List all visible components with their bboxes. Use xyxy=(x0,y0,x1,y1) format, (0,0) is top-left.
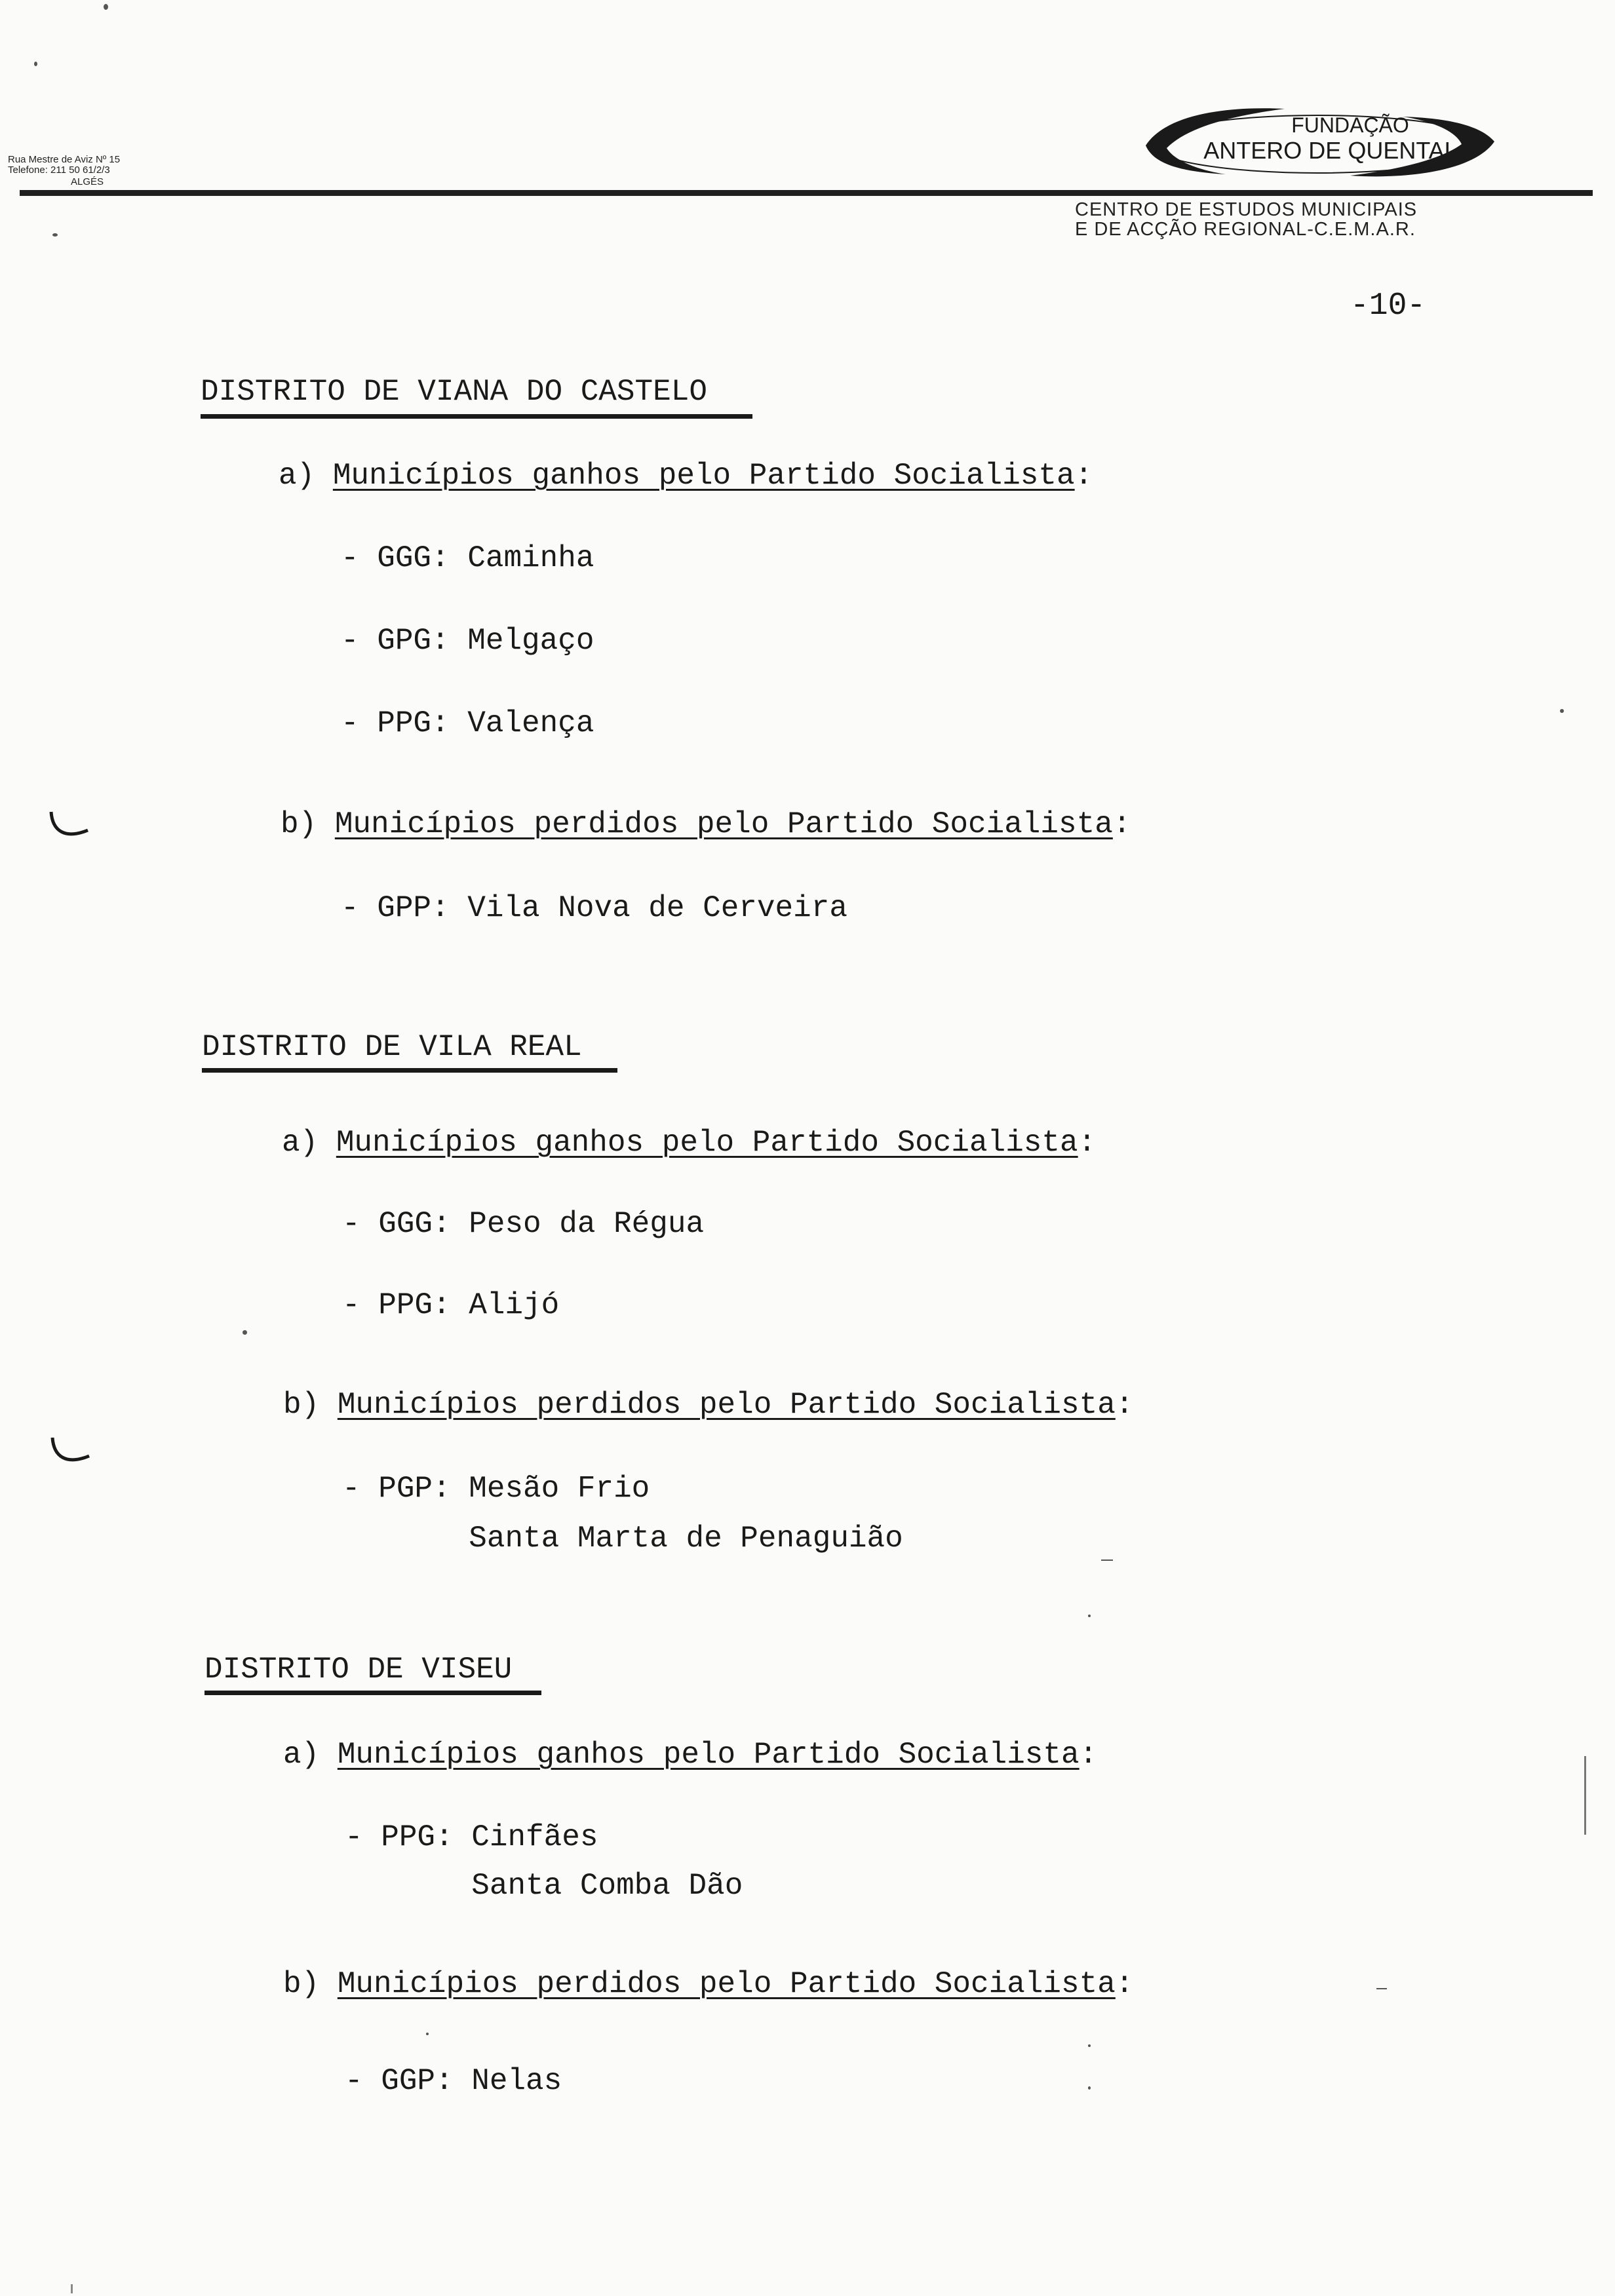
won-label: a) xyxy=(279,459,315,493)
won-text: Municípios ganhos pelo Partido Socialista xyxy=(337,1738,1080,1772)
won-subheading: a) Municípios ganhos pelo Partido Socialista: xyxy=(279,459,1093,493)
scan-speck xyxy=(104,4,108,10)
list-item: - PPG: Alijó xyxy=(342,1288,560,1322)
won-text: Municípios ganhos pelo Partido Socialista xyxy=(332,459,1075,493)
list-item: - GGG: Caminha xyxy=(341,541,594,575)
list-item: - PGP: Mesão Frio xyxy=(342,1472,650,1506)
centro-line-2: E DE ACÇÃO REGIONAL-C.E.M.A.R. xyxy=(1075,219,1416,240)
lost-text: Municípios perdidos pelo Partido Socialista xyxy=(337,1388,1116,1422)
scan-speck xyxy=(1088,2086,1091,2090)
list-item: Santa Comba Dão xyxy=(345,1869,743,1903)
foundation-logo xyxy=(1127,98,1508,183)
scan-speck xyxy=(1088,2044,1091,2047)
district-heading: DISTRITO DE VISEU xyxy=(204,1653,513,1687)
list-item: - GPP: Vila Nova de Cerveira xyxy=(341,891,847,925)
heading-underline xyxy=(204,1691,541,1695)
heading-underline xyxy=(201,414,752,419)
address-line-1: Rua Mestre de Aviz Nº 15 xyxy=(8,154,121,165)
scan-speck xyxy=(243,1330,247,1335)
scan-speck xyxy=(1088,1615,1091,1617)
won-subheading: a) Municípios ganhos pelo Partido Socialista: xyxy=(282,1126,1097,1160)
won-label: a) xyxy=(283,1738,320,1772)
page-number: -10- xyxy=(1350,288,1426,324)
scan-speck xyxy=(1101,1559,1113,1561)
scan-speck xyxy=(71,2284,73,2293)
won-subheading: a) Municípios ganhos pelo Partido Socialista: xyxy=(283,1738,1098,1772)
lost-label: b) xyxy=(281,807,317,841)
list-item: - GGG: Peso da Régua xyxy=(342,1207,705,1241)
lost-text: Municípios perdidos pelo Partido Socialista xyxy=(334,807,1113,841)
list-item: - GPG: Melgaço xyxy=(341,624,594,658)
list-item: - GGP: Nelas xyxy=(345,2064,562,2098)
list-item: - PPG: Cinfães xyxy=(345,1820,598,1854)
lost-subheading: b) Municípios perdidos pelo Partido Socialista: xyxy=(283,1388,1134,1422)
list-item: - PPG: Valença xyxy=(341,706,594,740)
lost-subheading: b) Municípios perdidos pelo Partido Socialista: xyxy=(283,1967,1134,2001)
binder-mark xyxy=(46,809,92,849)
scan-speck xyxy=(34,62,37,66)
centro-line-1: CENTRO DE ESTUDOS MUNICIPAIS xyxy=(1075,199,1418,220)
lost-label: b) xyxy=(283,1967,320,2001)
scan-speck xyxy=(426,2033,429,2035)
won-text: Municípios ganhos pelo Partido Socialista xyxy=(336,1126,1078,1160)
address-line-2: Telefone: 211 50 61/2/3 xyxy=(8,164,110,176)
scan-speck xyxy=(1376,1988,1387,1989)
list-item: Santa Marta de Penaguião xyxy=(342,1521,903,1556)
header-rule xyxy=(20,190,1593,196)
heading-underline xyxy=(202,1068,617,1073)
district-heading: DISTRITO DE VIANA DO CASTELO xyxy=(201,375,707,409)
scan-speck xyxy=(1560,709,1564,713)
address-line-3: ALGÉS xyxy=(71,176,104,187)
logo-main-text: ANTERO DE QUENTAL xyxy=(1203,137,1458,164)
scan-speck xyxy=(1584,1756,1586,1835)
logo-top-text: FUNDAÇÃO xyxy=(1291,113,1409,137)
won-label: a) xyxy=(282,1126,319,1160)
binder-mark xyxy=(47,1435,93,1474)
lost-subheading: b) Municípios perdidos pelo Partido Socialista: xyxy=(281,807,1131,841)
district-heading: DISTRITO DE VILA REAL xyxy=(202,1030,582,1064)
scan-speck xyxy=(52,233,58,237)
lost-label: b) xyxy=(283,1388,320,1422)
lost-text: Municípios perdidos pelo Partido Socialista xyxy=(337,1967,1116,2001)
